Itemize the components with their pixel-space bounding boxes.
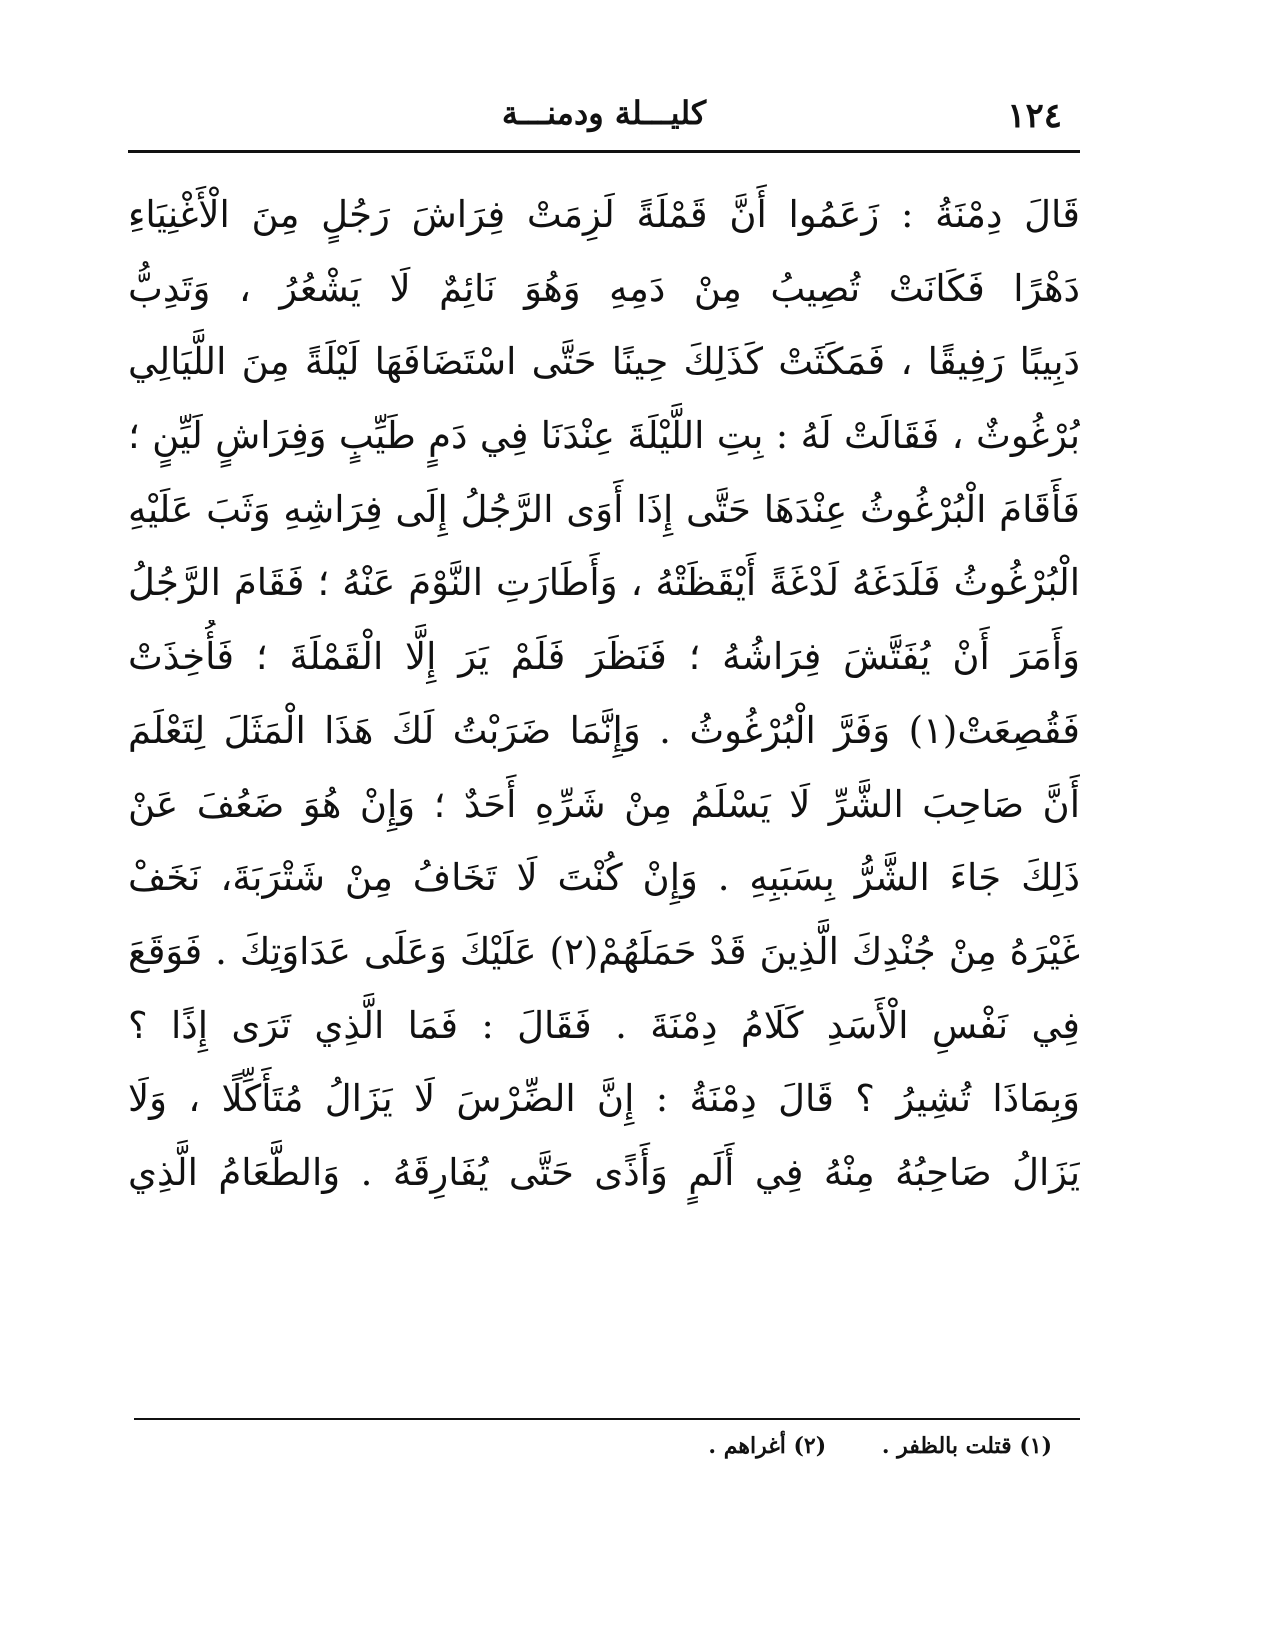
footnote-2: (٢) أغراهم . xyxy=(708,1433,827,1459)
footnote-1: (١) قتلت بالظفر . xyxy=(881,1433,1052,1459)
footnotes xyxy=(134,1433,1052,1459)
page-number: ١٢٤ xyxy=(1007,96,1062,136)
text-line: فِي نَفْسِ الْأَسَدِ كَلَامُ دِمْنَةَ . فَقَالَ : فَمَا الَّذِي تَرَى إِذًا ؟ xyxy=(128,1003,1080,1047)
text-line: فَأَقَامَ الْبُرْغُوثُ عِنْدَهَا حَتَّى إِذَا أَوَى الرَّجُلُ إِلَى فِرَاشِهِ وَثَبَ عَلَيْهِ xyxy=(128,487,1080,531)
text-line: ذَلِكَ جَاءَ الشَّرُّ بِسَبَبِهِ . وَإِنْ كُنْتَ لَا تَخَافُ مِنْ شَتْرَبَةَ، نَخَفْ xyxy=(128,856,1080,900)
text-line: قَالَ دِمْنَةُ : زَعَمُوا أَنَّ قَمْلَةً لَزِمَتْ فِرَاشَ رَجُلٍ مِنَ الْأَغْنِيَاءِ xyxy=(128,193,1080,236)
text-line: الْبُرْغُوثُ فَلَدَغَهُ لَدْغَةً أَيْقَظَتْهُ ، وَأَطَارَتِ النَّوْمَ عَنْهُ ؛ فَقَامَ الرَّجُلُ xyxy=(128,561,1080,605)
text-line: أَنَّ صَاحِبَ الشَّرِّ لَا يَسْلَمُ مِنْ شَرِّهِ أَحَدٌ ؛ وَإِنْ هُوَ ضَعُفَ عَنْ xyxy=(128,782,1080,826)
text-line: وَأَمَرَ أَنْ يُفَتَّشَ فِرَاشُهُ ؛ فَنَظَرَ فَلَمْ يَرَ إِلَّا الْقَمْلَةَ ؛ فَأُخِذَتْ xyxy=(128,635,1080,679)
text-line: دَبِيبًا رَفِيقًا ، فَمَكَثَتْ كَذَلِكَ حِينًا حَتَّى اسْتَضَافَهَا لَيْلَةً مِنَ اللَّيَالِي xyxy=(128,340,1080,384)
text-line: دَهْرًا فَكَانَتْ تُصِيبُ مِنْ دَمِهِ وَهُوَ نَائِمٌ لَا يَشْعُرُ ، وَتَدِبُّ xyxy=(128,266,1080,310)
footnote-divider xyxy=(134,1418,1080,1420)
text-line: وَبِمَاذَا تُشِيرُ ؟ قَالَ دِمْنَةُ : إِنَّ الضِّرْسَ لَا يَزَالُ مُتَأَكِّلًا ، وَلَا xyxy=(128,1077,1080,1121)
text-line: فَقُصِعَتْ(١) وَفَرَّ الْبُرْغُوثُ . وَإِنَّمَا ضَرَبْتُ لَكَ هَذَا الْمَثَلَ لِتَعْلَمَ xyxy=(128,708,1080,752)
text-line: بُرْغُوثٌ ، فَقَالَتْ لَهُ : بِتِ اللَّيْلَةَ عِنْدَنَا فِي دَمٍ طَيِّبٍ وَفِرَاشٍ لَيِّنٍ ؛ xyxy=(128,414,1080,458)
running-title: كليـــلة ودمنـــة xyxy=(501,94,707,132)
page-header xyxy=(128,92,1080,136)
body-text xyxy=(128,178,1080,1210)
header-divider xyxy=(128,150,1080,153)
text-line: يَزَالُ صَاحِبُهُ مِنْهُ فِي أَلَمٍ وَأَذًى حَتَّى يُفَارِقَهُ . وَالطَّعَامُ الَّذِي xyxy=(128,1150,1080,1194)
text-line: غَيْرَهُ مِنْ جُنْدِكَ الَّذِينَ قَدْ حَمَلَهُمْ(٢) عَلَيْكَ وَعَلَى عَدَاوَتِكَ . فَوَقَعَ xyxy=(128,929,1080,973)
